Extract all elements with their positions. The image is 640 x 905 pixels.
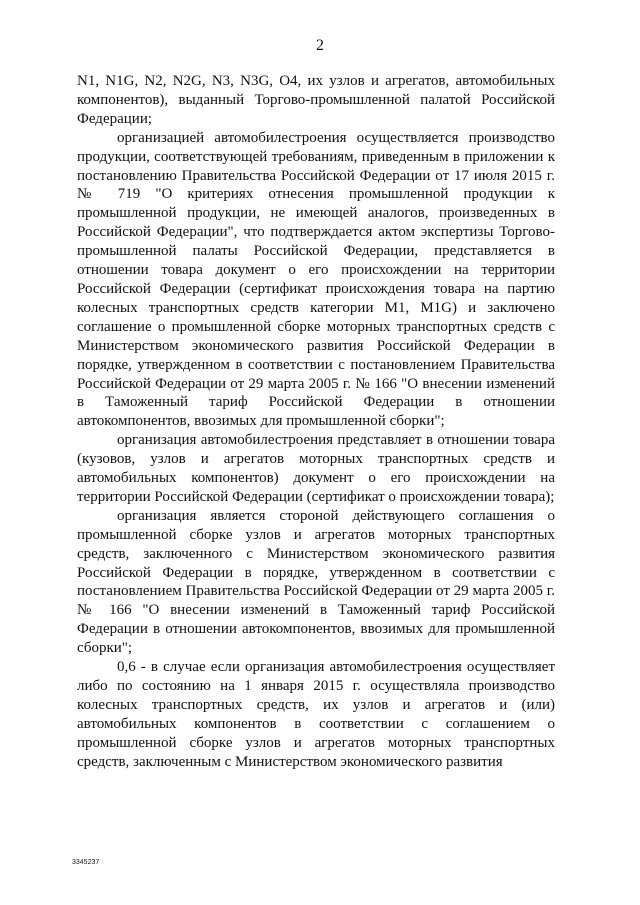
paragraph-origin-document: организация автомобилестроения представляет в отношении товара (кузовов, узлов и агрегатов моторных транспортных средств и автомобильных компонентов) документ о его происхождении на территории Российской Федерации (сертификат о происхождении товара);	[77, 432, 555, 505]
paragraph-coefficient: 0,6 - в случае если организация автомобилестроения осуществляет либо по состоянию на 1 января 2015 г. осуществляла производство колесных транспортных средств, их узлов и агрегатов и (или) автомобильных компонентов в соответствии с соглашением о промышленной сборке узлов и агрегатов моторных транспортных средств, заключенным с Министерством экономического развития	[77, 659, 555, 770]
page-number: 2	[316, 37, 324, 54]
paragraph-continuation: N1, N1G, N2, N2G, N3, N3G, O4, их узлов и агрегатов, автомобильных компонентов), выданный Торгово-промышленной палатой Российской Федерации;	[77, 73, 555, 127]
paragraph-production-requirements: организацией автомобилестроения осуществляется производство продукции, соответствующей требованиям, приведенным в приложении к постановлению Правительства Российской Федерации от 17 июля 2015 г. № 719 "О критериях отнесения промышленной продукции к промышленной продукции, не имеющей аналогов, произведенных в Российской Федерации", что подтверждается актом экспертизы Торгово-промышленной палаты Российской Федерации, представляется в отношении товара документ о его происхождении на территории Российской Федерации (сертификат происхождения товара на партию колесных транспортных средств категории M1, M1G) и заключено соглашение о промышленной сборке моторных транспортных средств с Министерством экономического развития Российской Федерации в порядке, утвержденном в соответствии с постановлением Правительства Российской Федерации от 29 марта 2005 г. № 166 "О внесении изменений в Таможенный тариф Российской Федерации в отношении автокомпонентов, ввозимых для промышленной сборки";	[77, 129, 555, 430]
document-code: 3345237	[72, 859, 100, 866]
document-body	[77, 72, 555, 772]
paragraph-assembly-agreement: организация является стороной действующего соглашения о промышленной сборке узлов и агрегатов моторных транспортных средств, заключенного с Министерством экономического развития Российской Федерации в порядке, утвержденном в соответствии с постановлением Правительства Российской Федерации от 29 марта 2005 г. № 166 "О внесении изменений в Таможенный тариф Российской Федерации в отношении автокомпонентов, ввозимых для промышленной сборки";	[77, 507, 555, 657]
